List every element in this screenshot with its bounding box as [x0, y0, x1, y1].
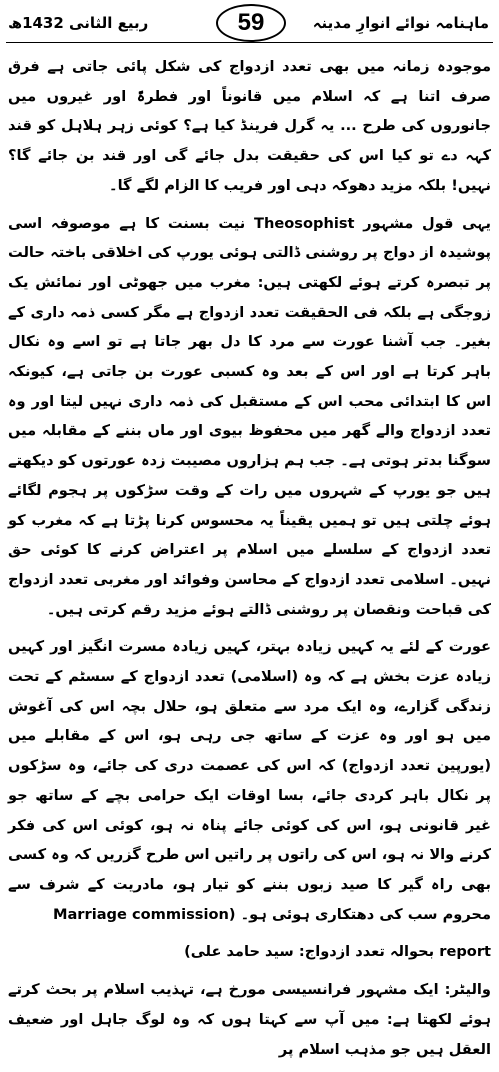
article-body [8, 52, 491, 1072]
page-number: 59 [216, 4, 286, 42]
paragraph-1: موجودہ زمانہ میں بھی تعدد ازدواج کی شکل پائی جاتی ہے فرق صرف اتنا ہے کہ اسلام میں قانوناً اور فطرۃً اور غیروں میں جانوروں کی طرح ... یہ گرل فرینڈ کیا ہے؟ کوئی زہر ہلاہل کو قند کہہ دے تو کیا اس کی حقیقت بدل جائے گی اور قند بن جائے گا؟ نہیں! بلکہ مزید دھوکہ دہی اور فریب کا الزام لگے گا۔ [8, 58, 491, 194]
paragraph-2: یہی قول مشہور Theosophist نیت بسنت کا ہے موصوفہ اسی پوشیدہ از دواج پر روشنی ڈالتی ہوئی یورپ کی اخلاقی باختہ حالت پر تبصرہ کرتے ہوئے لکھتی ہیں: مغرب میں جھوٹی اور نمائش یک زوجگی ہے بلکہ فی الحقیقت تعدد ازدواج ہے مگر کسی ذمہ داری کے بغیر۔ جب آشنا عورت سے مرد کا دل بھر جاتا ہے تو اسے وہ نکال باہر کرتا ہے اور اس کے بعد وہ کسبی عورت بن جاتی ہے، کیونکہ اس کا ابتدائی محب اس کے مستقبل کی ذمہ داری نہیں لیتا اور وہ تعدد ازدواج والے گھر میں محفوظ بیوی اور ماں بننے کے مقابلہ میں سوگنا بدتر ہوتی ہے۔ جب ہم ہزاروں مصیبت زدہ عورتوں کو دیکھتے ہیں جو یورپ کے شہروں میں رات کے وقت سڑکوں پر ہجوم لگائے ہوئے چلتی ہیں تو ہمیں یقیناً یہ محسوس کرنا پڑتا ہے کہ مغرب کو تعدد ازدواج کے سلسلے میں اسلام پر اعتراض کرنے کا کوئی حق نہیں۔ اسلامی تعدد ازدواج کے محاسن وفوائد اور مغربی تعدد ازدواج کی قباحت ونقصان پر روشنی ڈالتے ہوئے مزید رقم کرتی ہیں۔ [8, 214, 491, 618]
voltaire-paragraph: والیٹر: ایک مشہور فرانسیسی مورخ ہے، تہذیب اسلام پر بحث کرتے ہوئے لکھتا ہے: میں آپ سے کہتا ہوں کہ وہ لوگ جاہل اور ضعیف العقل ہیں جو مذہب اسلام پر [8, 981, 491, 1058]
page-header [0, 0, 499, 44]
reference-line: report بحوالہ تعدد ازدواج: سید حامد علی) [184, 943, 491, 961]
issue-date: ربیع الثانی 1432ھ [8, 14, 149, 32]
paragraph-3: عورت کے لئے یہ کہیں زیادہ بہتر، کہیں زیادہ مسرت انگیز اور کہیں زیادہ عزت بخش ہے کہ وہ (اسلامی) تعدد ازدواج کے سسٹم کے تحت زندگی گزارے، وہ ایک مرد سے متعلق ہو، حلال بچہ اس کی آغوش میں ہو اور وہ عزت کے ساتھ جی رہی ہو، اس کے مقابلے میں (یورپین تعدد ازدواج) کہ اس کی عصمت دری کی جائے، وہ سڑکوں پر نکال باہر کردی جائے، بسا اوقات ایک حرامی بچے کے ساتھ جو غیر قانونی ہو، اس کی کوئی جائے پناہ نہ ہو، کوئی اس کی فکر کرنے والا نہ ہو، اس کی راتوں پر راتیں اس طرح گزریں کہ وہ کسی بھی راہ گیر کا صید زبوں بننے کو تیار ہو، مادریت کے شرف سے محروم سب کی دھتکاری ہوئی ہو۔ (Marriage commission [8, 638, 491, 923]
magazine-title: ماہنامہ نوائے انوارِ مدینہ [312, 14, 489, 32]
header-rule [6, 42, 493, 43]
